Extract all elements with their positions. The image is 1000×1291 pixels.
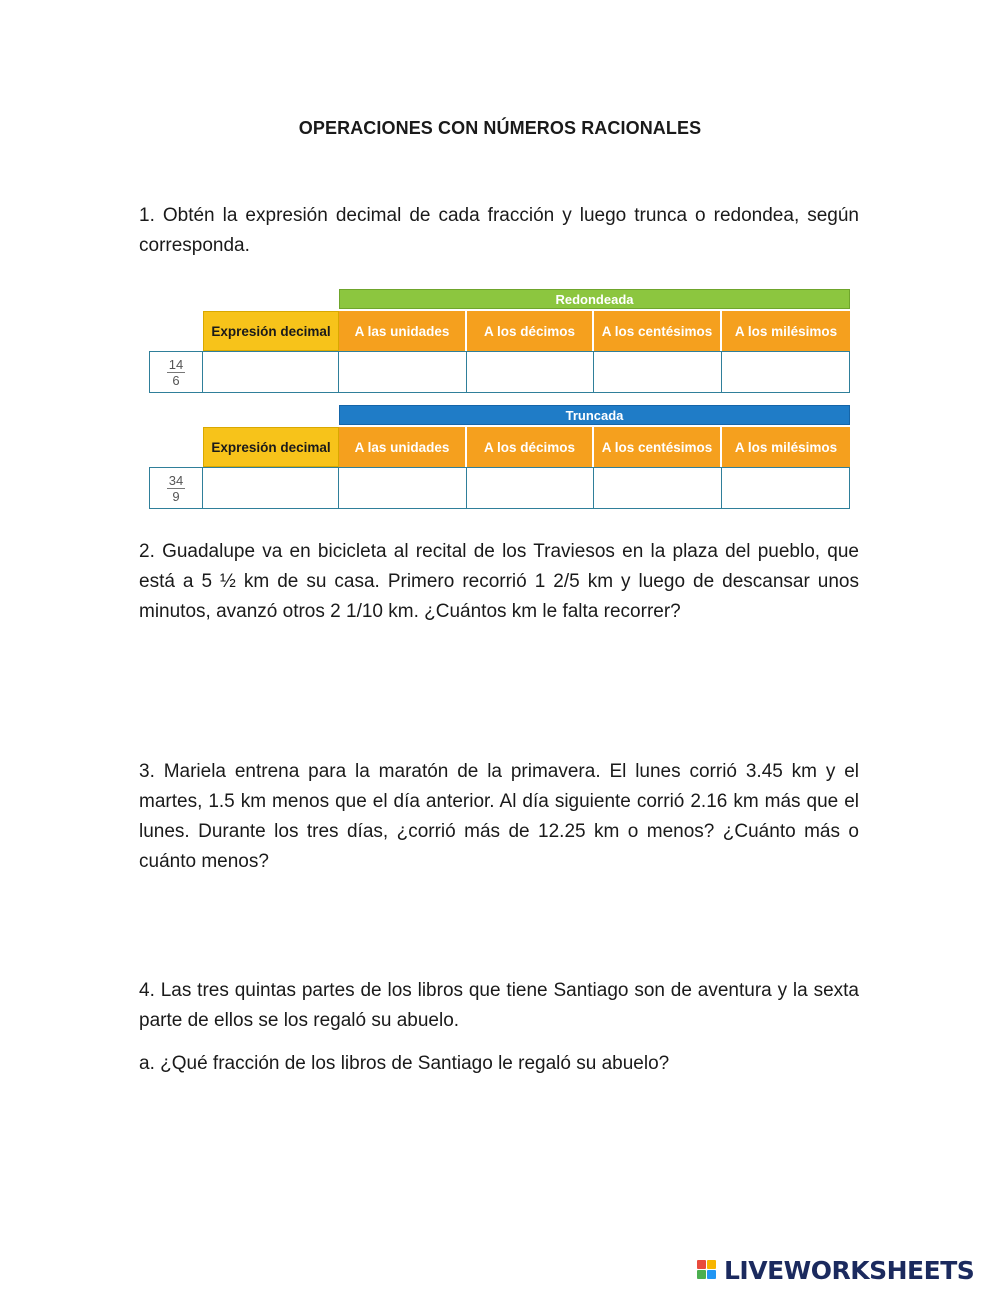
answer-cell-thousandths[interactable] — [722, 467, 850, 509]
header-thousandths: A los milésimos — [722, 427, 850, 467]
logo-square-yellow — [707, 1260, 716, 1269]
rounded-band: Redondeada — [339, 289, 850, 309]
question-4a-text: a. ¿Qué fracción de los libros de Santiago le regaló su abuelo? — [139, 1053, 670, 1074]
logo-square-green — [697, 1270, 706, 1279]
rounded-table — [149, 289, 850, 393]
logo-square-red — [697, 1260, 706, 1269]
fraction-numerator: 34 — [168, 472, 184, 488]
answer-cell-units[interactable] — [339, 467, 467, 509]
fraction-cell — [149, 467, 203, 509]
fraction-denominator: 6 — [172, 372, 180, 388]
header-hundredths: A los centésimos — [594, 311, 722, 351]
fraction-numerator: 14 — [168, 356, 184, 372]
answer-cell-decimal[interactable] — [203, 467, 339, 509]
answer-area-2[interactable] — [139, 632, 859, 742]
header-tenths: A los décimos — [467, 427, 594, 467]
page-title: OPERACIONES CON NÚMEROS RACIONALES — [298, 118, 702, 138]
answer-area-3[interactable] — [139, 882, 859, 972]
fraction-cell — [149, 351, 203, 393]
liveworksheets-logo — [697, 1255, 974, 1285]
question-3-text: 3. Mariela entrena para la maratón de la primavera. El lunes corrió 3.45 km y el martes, 1.5 km menos que el día anterior. Al día siguiente corrió 2.16 km más que el lunes. Durante los tres días, ¿corrió más de 12.25 km o menos? ¿Cuánto más o cuánto menos? — [139, 761, 859, 872]
answer-cell-units[interactable] — [339, 351, 467, 393]
header-decimal-expression: Expresión decimal — [203, 427, 339, 467]
logo-square-blue — [707, 1270, 716, 1279]
header-units: A las unidades — [339, 311, 467, 351]
truncated-table — [149, 405, 850, 509]
answer-cell-hundredths[interactable] — [594, 467, 722, 509]
answer-cell-hundredths[interactable] — [594, 351, 722, 393]
question-2-text: 2. Guadalupe va en bicicleta al recital de los Traviesos en la plaza del pueblo, que está a 5 ½ km de su casa. Primero recorrió 1 2/5 km y luego de descansar unos minutos, avanzó otros 2 1/10 km. ¿Cuántos km le falta recorrer? — [139, 541, 859, 622]
header-thousandths: A los milésimos — [722, 311, 850, 351]
header-hundredths: A los centésimos — [594, 427, 722, 467]
logo-mark-icon — [697, 1258, 721, 1282]
fraction-denominator: 9 — [172, 488, 180, 504]
header-decimal-expression: Expresión decimal — [203, 311, 339, 351]
header-tenths: A los décimos — [467, 311, 594, 351]
answer-cell-tenths[interactable] — [467, 467, 594, 509]
answer-cell-thousandths[interactable] — [722, 351, 850, 393]
logo-text: LIVEWORKSHEETS — [724, 1255, 975, 1285]
answer-area-4a[interactable] — [139, 1090, 859, 1230]
question-4-text: 4. Las tres quintas partes de los libros que tiene Santiago son de aventura y la sexta parte de ellos se los regaló su abuelo. — [139, 980, 859, 1031]
answer-cell-decimal[interactable] — [203, 351, 339, 393]
question-1-text: 1. Obtén la expresión decimal de cada fracción y luego trunca o redondea, según corresponda. — [139, 205, 859, 256]
header-units: A las unidades — [339, 427, 467, 467]
truncated-band: Truncada — [339, 405, 850, 425]
answer-cell-tenths[interactable] — [467, 351, 594, 393]
